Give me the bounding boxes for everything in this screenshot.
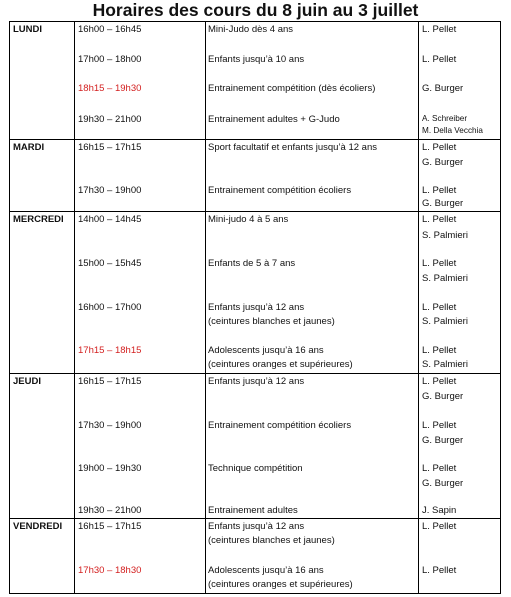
- course-cell: Enfants de 5 à 7 ans: [208, 258, 296, 269]
- course-cell: Enfants jusqu’à 10 ans: [208, 54, 305, 65]
- teacher-cell: L. Pellet: [422, 376, 457, 387]
- course-cell: Technique compétition: [208, 463, 303, 474]
- row-divider-mardi: [9, 211, 501, 212]
- teacher-cell: S. Palmieri: [422, 359, 468, 370]
- course-cell: Sport facultatif et enfants jusqu’à 12 ans: [208, 142, 377, 153]
- teacher-cell: G. Burger: [422, 157, 464, 168]
- column-divider-course: [418, 21, 419, 594]
- time-cell-highlighted: 17h30 – 18h30: [78, 565, 142, 576]
- course-note: (ceintures oranges et supérieures): [208, 359, 353, 370]
- course-cell: Entrainement adultes: [208, 505, 298, 516]
- course-note: (ceintures blanches et jaunes): [208, 535, 335, 546]
- teacher-cell: J. Sapin: [422, 505, 457, 516]
- time-cell-highlighted: 17h15 – 18h15: [78, 345, 142, 356]
- teacher-cell: L. Pellet: [422, 463, 457, 474]
- teacher-cell: L. Pellet: [422, 214, 457, 225]
- teacher-cell: S. Palmieri: [422, 273, 468, 284]
- column-divider-day: [74, 21, 75, 594]
- course-cell: Enfants jusqu’à 12 ans: [208, 521, 305, 532]
- time-cell: 17h30 – 19h00: [78, 185, 142, 196]
- teacher-cell: L. Pellet: [422, 185, 457, 196]
- course-cell: Adolescents jusqu’à 16 ans: [208, 565, 324, 576]
- teacher-cell: L. Pellet: [422, 302, 457, 313]
- course-cell: Entrainement compétition (dès écoliers): [208, 83, 376, 94]
- teacher-cell: A. Schreiber: [422, 114, 468, 123]
- time-cell: 19h00 – 19h30: [78, 463, 142, 474]
- day-label-mercredi: MERCREDI: [13, 214, 64, 225]
- time-cell: 17h30 – 19h00: [78, 420, 142, 431]
- teacher-cell: L. Pellet: [422, 420, 457, 431]
- time-cell: 15h00 – 15h45: [78, 258, 142, 269]
- time-cell: 14h00 – 14h45: [78, 214, 142, 225]
- column-divider-time: [205, 21, 206, 594]
- course-cell: Enfants jusqu’à 12 ans: [208, 302, 305, 313]
- course-note: (ceintures oranges et supérieures): [208, 579, 353, 590]
- teacher-cell: G. Burger: [422, 83, 464, 94]
- day-label-lundi: LUNDI: [13, 24, 43, 35]
- time-cell: 17h00 – 18h00: [78, 54, 142, 65]
- course-cell: Mini-judo 4 à 5 ans: [208, 214, 289, 225]
- teacher-cell: S. Palmieri: [422, 316, 468, 327]
- teacher-cell: G. Burger: [422, 478, 464, 489]
- row-divider-mercredi: [9, 373, 501, 374]
- time-cell: 16h15 – 17h15: [78, 376, 142, 387]
- teacher-cell: L. Pellet: [422, 521, 457, 532]
- schedule-table: [9, 21, 501, 594]
- course-cell: Entrainement adultes + G-Judo: [208, 114, 340, 125]
- teacher-cell: G. Burger: [422, 198, 464, 209]
- teacher-cell: M. Della Vecchia: [422, 126, 483, 135]
- course-cell: Enfants jusqu’à 12 ans: [208, 376, 305, 387]
- teacher-cell: G. Burger: [422, 391, 464, 402]
- time-cell-highlighted: 18h15 – 19h30: [78, 83, 142, 94]
- course-cell: Entrainement compétition écoliers: [208, 185, 352, 196]
- course-note: (ceintures blanches et jaunes): [208, 316, 335, 327]
- row-divider-jeudi: [9, 518, 501, 519]
- time-cell: 16h00 – 17h00: [78, 302, 142, 313]
- time-cell: 16h00 – 16h45: [78, 24, 142, 35]
- course-cell: Mini-Judo dès 4 ans: [208, 24, 294, 35]
- teacher-cell: L. Pellet: [422, 54, 457, 65]
- day-label-jeudi: JEUDI: [13, 376, 41, 387]
- teacher-cell: L. Pellet: [422, 345, 457, 356]
- day-label-vendredi: VENDREDI: [13, 521, 63, 532]
- row-divider-lundi: [9, 139, 501, 140]
- teacher-cell: L. Pellet: [422, 258, 457, 269]
- day-label-mardi: MARDI: [13, 142, 45, 153]
- page-title: Horaires des cours du 8 juin au 3 juillet: [92, 0, 419, 20]
- teacher-cell: L. Pellet: [422, 565, 457, 576]
- teacher-cell: S. Palmieri: [422, 230, 468, 241]
- teacher-cell: L. Pellet: [422, 142, 457, 153]
- teacher-cell: G. Burger: [422, 435, 464, 446]
- time-cell: 16h15 – 17h15: [78, 521, 142, 532]
- time-cell: 19h30 – 21h00: [78, 114, 142, 125]
- teacher-cell: L. Pellet: [422, 24, 457, 35]
- time-cell: 16h15 – 17h15: [78, 142, 142, 153]
- course-cell: Adolescents jusqu’à 16 ans: [208, 345, 324, 356]
- time-cell: 19h30 – 21h00: [78, 505, 142, 516]
- course-cell: Entrainement compétition écoliers: [208, 420, 352, 431]
